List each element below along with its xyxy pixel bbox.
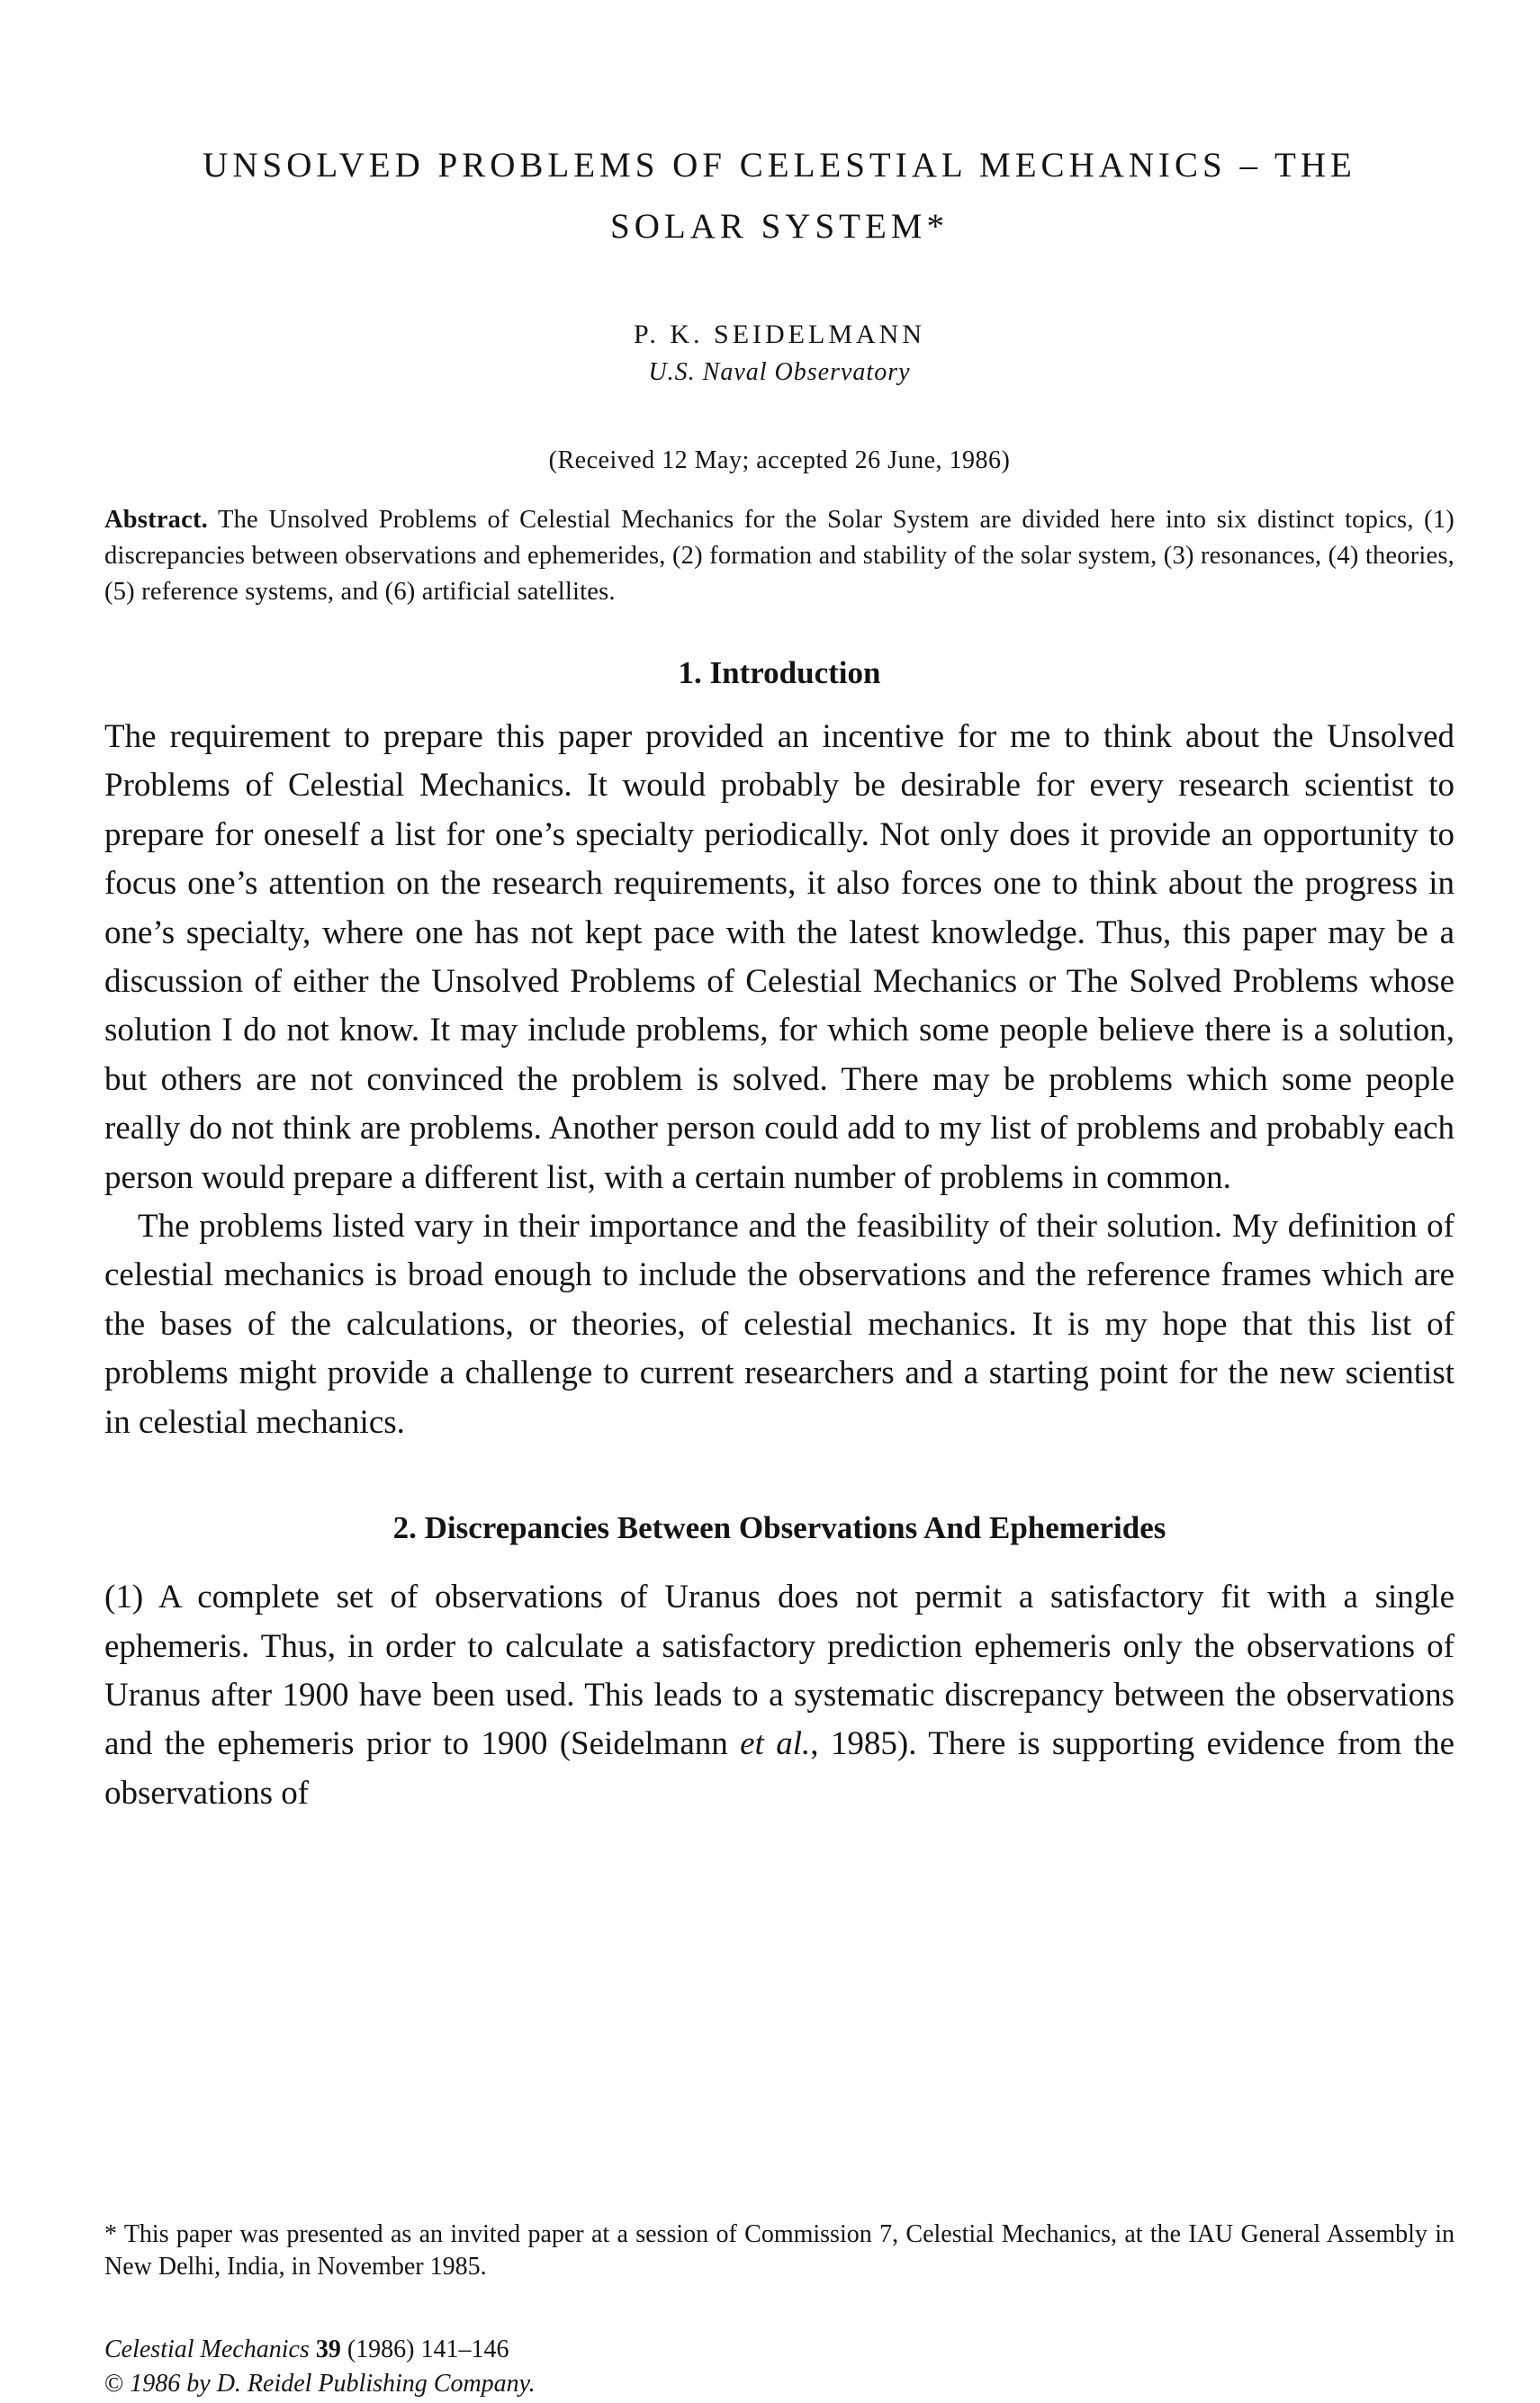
- title-line-1: UNSOLVED PROBLEMS OF CELESTIAL MECHANICS – THE: [203, 146, 1356, 184]
- introduction-paragraph-1: The requirement to prepare this paper provided an incentive for me to think about the Unsolved Problems of Celestial Mechanics. It would probably be desirable for every research scientist to prepare for oneself a list for one’s specialty periodically. Not only does it provide an opportunity to focus one’s attention on the research requirements, it also forces one to think about the progress in one’s specialty, where one has not kept pace with the latest knowledge. Thus, this paper may be a discussion of either the Unsolved Problems of Celestial Mechanics or The Solved Problems whose solution I do not know. It may include problems, for which some people believe there is a solution, but others are not convinced the problem is solved. There may be problems which some people really do not think are problems. Another person could add to my list of problems and probably each person would prepare a different list, with a certain number of problems in common.: [104, 718, 1454, 1196]
- paper-title: [104, 135, 1454, 257]
- discrepancies-text-b: , 1985). There is supporting evidence from the observations of: [104, 1725, 1454, 1812]
- copyright-text: 1986 by D. Reidel Publishing Company.: [130, 2370, 536, 2398]
- section-heading-introduction: 1. Introduction: [678, 655, 881, 690]
- abstract-label: Abstract.: [104, 506, 208, 534]
- journal-volume: 39: [315, 2336, 341, 2363]
- abstract: [104, 502, 1454, 610]
- journal-pages: (1986) 141–146: [347, 2336, 509, 2363]
- discrepancies-paragraph-1: [104, 1573, 1454, 1818]
- footnote: * This paper was presented as an invited paper at a session of Commission 7, Celestial Mechanics, at the IAU General Assembly in New Delhi, India, in November 1985.: [104, 2220, 1454, 2281]
- introduction-paragraph-2: The problems listed vary in their importance and the feasibility of their solution. My definition of celestial mechanics is broad enough to include the observations and the reference frames which are the bases of the calculations, or theories, of celestial mechanics. It is my hope that this list of problems might provide a challenge to current researchers and a starting point for the new scientist in celestial mechanics.: [104, 1208, 1454, 1441]
- paper-page: [104, 135, 1454, 1818]
- copyright-line: [104, 2367, 1004, 2401]
- author-name: P. K. SEIDELMANN: [633, 320, 925, 349]
- et-al-citation: et al.: [740, 1725, 811, 1763]
- author-affiliation: U.S. Naval Observatory: [648, 358, 911, 386]
- journal-info: [104, 2333, 1004, 2401]
- discrepancies-text-a: (1) A complete set of observations of Uranus does not permit a satisfactory fit with a single ephemeris. Thus, in order to calculate a satisfactory prediction ephemeris only the observations of Uranus after 1900 have been used. This leads to a systematic discrepancy between the observations and the ephemeris prior to 1900 (Seidelmann: [104, 1579, 1454, 1763]
- abstract-text: The Unsolved Problems of Celestial Mechanics for the Solar System are divided here into six distinct topics, (1) discrepancies between observations and ephemerides, (2) formation and stability of the solar system, (3) resonances, (4) theories, (5) reference systems, and (6) artificial satellites.: [104, 506, 1454, 606]
- journal-name: Celestial Mechanics: [104, 2336, 310, 2363]
- section-heading-discrepancies: 2. Discrepancies Between Observations And Ephemerides: [392, 1510, 1166, 1546]
- copyright-symbol: ©: [104, 2370, 124, 2398]
- received-dates: (Received 12 May; accepted 26 June, 1986): [548, 446, 1011, 474]
- title-line-2: SOLAR SYSTEM*: [610, 207, 949, 246]
- journal-citation: [104, 2333, 1004, 2367]
